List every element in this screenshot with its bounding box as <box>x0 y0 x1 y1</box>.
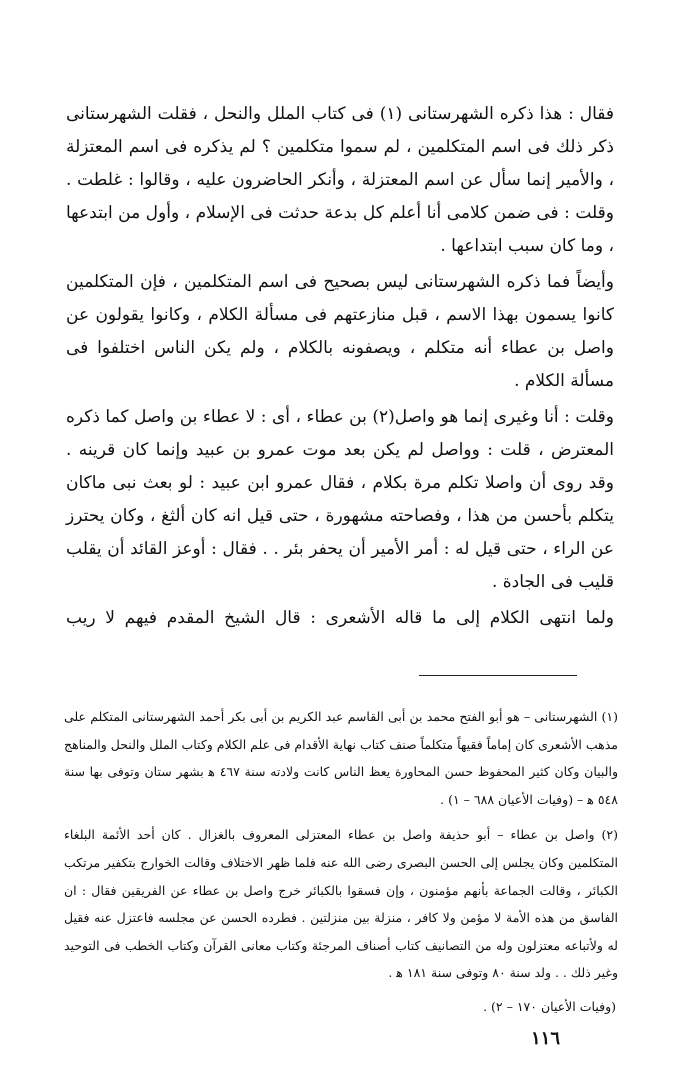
footnote-wasil: (٢) واصل بن عطاء – أبو حذيفة واصل بن عطاء المعتزلى المعروف بالغزال . كان أحد الأئمة البلغاء المتكلمين وكان يجلس إلى الحسن البصرى رضى الله عنه فلما ظهر الاختلاف وقالت الخوارج بتكفير مرتكب الكبائر ، وقالت الجماعة بأنهم مؤمنون ، وإن فسقوا بالكبائر خرج واصل بن عطاء عن الفريقين فقال : ان الفاسق من هذه الأمة لا مؤمن ولا كافر ، منزلة بين منزلتين . فطرده الحسن عن مجلسه فاعتزل عنه فقيل له ولأتباعه معتزلون وله من التصانيف كتاب أصناف المرجئة وكتاب معانى القرآن وكتاب الخطب فى التوحيد وغير ذلك . . ولد سنة ٨٠ وتوفى سنة ١٨١ ﻫ . <box>64 827 618 981</box>
footnote-separator <box>419 675 577 676</box>
paragraph-ashari-discussion: ولما انتهى الكلام إلى ما قاله الأشعرى : قال الشيخ المقدم فيهم لا ريب <box>66 608 614 628</box>
footnotes <box>64 703 618 1020</box>
footnote-shahrastani: (١) الشهرستانى – هو أبو الفتح محمد بن أبى القاسم عبد الكريم بن أبى بكر أحمد الشهرستانى المتكلم على مذهب الأشعرى كان إماماً فقيهاً متكلماً صنف كتاب نهاية الأقدام فى علم الكلام وكتاب الملل والنحل والمناهج والبيان وكان كثير المحفوظ حسن المحاورة يعظ الناس كانت ولادته سنة ٤٦٧ ﻫ بشهر ستان وتوفى بها سنة ٥٤٨ ﻫ – (وفيات الأعيان ٦٨٨ – ١) . <box>64 709 618 807</box>
paragraph-shahrastani-mention: فقال : هذا ذكره الشهرستانى (١) فى كتاب الملل والنحل ، فقلت الشهرستانى ذكر ذلك فى اسم المتكلمين ، لم سموا متكلمين ؟ لم يذكره فى اسم المعتزلة ، والأمير إنما سأل عن اسم المعتزلة ، وأنكر الحاضرون عليه ، وقالوا : غلطت . وقلت : فى ضمن كلامى أنا أعلم كل بدعة حدثت فى الإسلام ، وأول من ابتدعها ، وما كان سبب ابتداعها . <box>66 104 615 256</box>
paragraph-mutakallimin-name: وأيضاً فما ذكره الشهرستانى ليس بصحيح فى اسم المتكلمين ، فإن المتكلمين كانوا يسمون بهذا الاسم ، قبل منازعتهم فى مسألة الكلام ، وكانوا يقولون عن واصل بن عطاء أنه متكلم ، ويصفونه بالكلام ، ولم يكن الناس اختلفوا فى مسألة الكلام . <box>66 272 614 391</box>
main-text <box>66 98 614 635</box>
paragraph-wasil-ibn-ata: وقلت : أنا وغيرى إنما هو واصل(٢) بن عطاء ، أى : لا عطاء بن واصل كما ذكره المعترض ، قلت : وواصل لم يكن بعد موت عمرو بن عبيد وإنما كان قرينه . وقد روى أن واصلا تكلم مرة بكلام ، فقال عمرو ابن عبيد : لو بعث نبى ماكان يتكلم بأحسن من هذا ، وفصاحته مشهورة ، حتى قيل انه كان ألثغ ، وكان يحترز عن الراء ، حتى قيل له : أمر الأمير أن يحفر بئر . . فقال : أوعز القائد أن يقلب قليب فى الجادة . <box>66 407 614 592</box>
page-number: ١١٦ <box>530 1028 560 1049</box>
footnote-reference: (وفيات الأعيان ١٧٠ – ٢) . <box>483 998 616 1014</box>
